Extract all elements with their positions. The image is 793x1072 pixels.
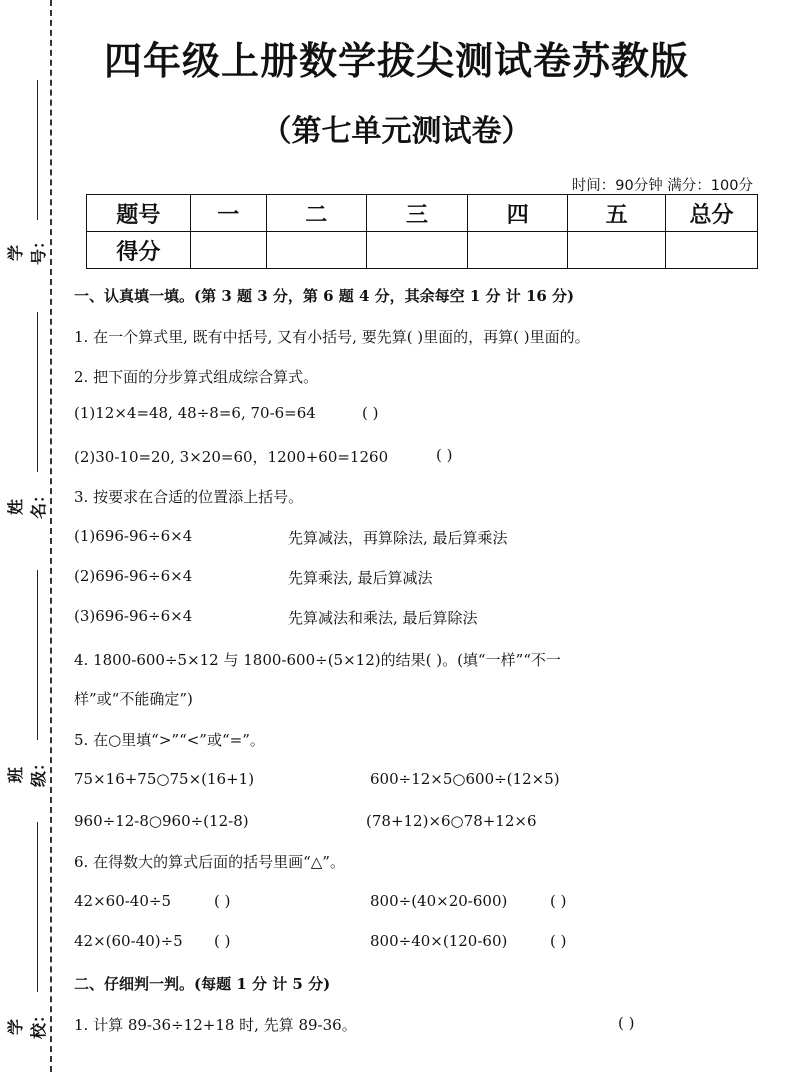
requirement-text: 先算减法和乘法, 最后算除法 [288,609,478,627]
question-1-2: 2. 把下面的分步算式组成综合算式。 [74,368,319,386]
question-2-1: 1. 计算 89-36÷12+18 时, 先算 89-36。 [74,1016,357,1034]
score-input-cell[interactable] [366,232,468,269]
compare-item: (78+12)×6○78+12×6 [366,812,537,830]
question-1-3-1: (1)696-96÷6×4 [74,527,193,545]
class-label: 班级： [6,754,48,787]
requirement-text: 先算减法，再算除法, 最后算乘法 [288,529,508,547]
answer-blank[interactable]: ( ) [550,932,567,950]
score-input-cell[interactable] [568,232,666,269]
answer-blank[interactable]: ( ) [214,892,231,910]
question-1-3: 3. 按要求在合适的位置添上括号。 [74,488,304,506]
section1-heading: 一、认真填一填。(第 3 题 3 分，第 6 题 4 分，其余每空 1 分 计 16 分) [74,287,575,305]
answer-blank[interactable]: ( ) [618,1014,635,1032]
question-1-3-3: (3)696-96÷6×4 [74,607,193,625]
score-input-cell[interactable] [468,232,568,269]
score-cell: 一 [190,195,266,232]
compare-item: 75×16+75○75×(16+1) [74,770,255,788]
question-1-3-2: (2)696-96÷6×4 [74,567,193,585]
expression: 800÷40×(120-60) [370,932,508,950]
school-line [37,822,38,992]
question-1-4: 4. 1800-600÷5×12 与 1800-600÷(5×12)的结果( )。(填“一样”“不一 [74,651,561,669]
expression: 42×(60-40)÷5 [74,932,183,950]
score-input-cell[interactable] [266,232,366,269]
score-input-cell[interactable] [190,232,266,269]
expression: 800÷(40×20-600) [370,892,508,910]
compare-item: 960÷12-8○960÷(12-8) [74,812,249,830]
score-table-score-row [87,232,758,269]
question-1-2-2: (2)30-10=20, 3×20=60，1200+60=1260 [74,448,389,466]
name-label: 姓名： [6,486,48,519]
score-cell: 四 [468,195,568,232]
question-1-6: 6. 在得数大的算式后面的括号里画“△”。 [74,853,345,871]
student-no-label: 学号： [6,232,48,265]
score-cell: 二 [266,195,366,232]
page-title: 四年级上册数学拔尖测试卷苏教版 [103,39,689,83]
answer-blank[interactable]: ( ) [550,892,567,910]
question-1-1: 1. 在一个算式里, 既有中括号, 又有小括号, 要先算( )里面的，再算( )里面的。 [74,328,590,346]
exam-meta: 时间：90分钟 满分：100分 [571,178,753,194]
answer-blank[interactable]: ( ) [214,932,231,950]
score-input-cell[interactable] [666,232,758,269]
student-no-line [37,80,38,220]
class-line [37,570,38,740]
score-table [86,194,758,269]
expression: 42×60-40÷5 [74,892,172,910]
section2-heading: 二、仔细判一判。(每题 1 分 计 5 分) [74,975,331,993]
question-1-2-1: (1)12×4=48, 48÷8=6, 70-6=64 [74,404,316,422]
requirement-text: 先算乘法, 最后算减法 [288,569,433,587]
answer-blank[interactable]: ( ) [436,446,453,464]
score-row-label: 得分 [87,232,191,269]
name-line [37,312,38,472]
school-label: 学校： [6,1006,48,1039]
answer-blank[interactable]: ( ) [362,404,379,422]
score-cell: 题号 [87,195,191,232]
compare-item: 600÷12×5○600÷(12×5) [370,770,560,788]
binding-dashed-line [50,0,52,1072]
page-subtitle: （第七单元测试卷） [261,114,532,149]
question-1-5: 5. 在○里填“>”“<”或“=”。 [74,731,265,749]
score-table-header-row [87,195,758,232]
score-cell: 五 [568,195,666,232]
score-cell: 三 [366,195,468,232]
question-1-4-cont: 样”或“不能确定”) [74,690,193,708]
score-cell: 总分 [666,195,758,232]
